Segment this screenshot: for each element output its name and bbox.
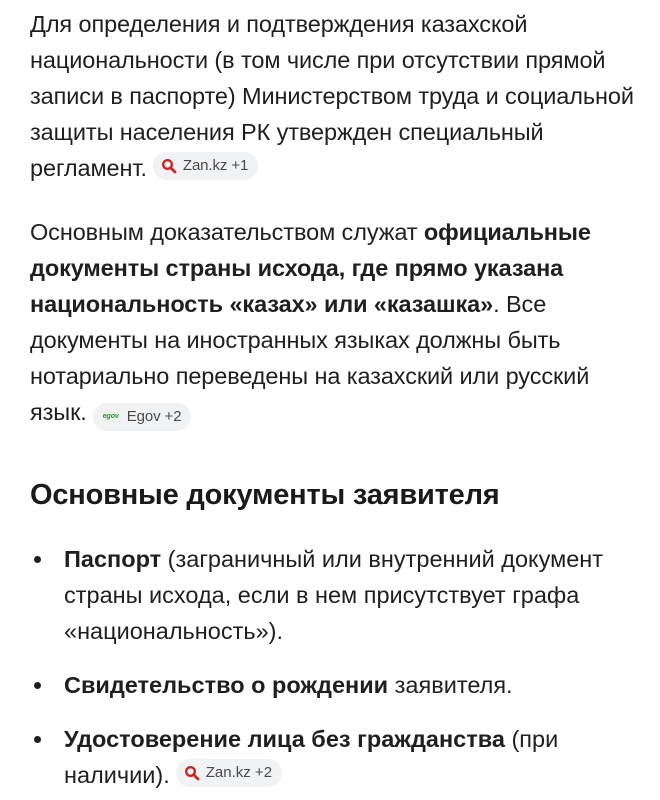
paragraph-evidence	[30, 214, 636, 431]
source-chip-zan[interactable]	[153, 152, 258, 180]
list-item-bold: Свидетельство о рождении	[64, 672, 389, 698]
source-chip-egov[interactable]	[93, 403, 192, 431]
bullet-icon	[34, 556, 41, 563]
source-chip-label: Egov +2	[126, 408, 182, 425]
paragraph-text: Основным доказательством служат	[30, 219, 424, 245]
search-icon	[184, 765, 200, 781]
source-chip-label: Zan.kz +1	[182, 157, 249, 174]
paragraph-bold-text: официальные документы страны исхода, где прямо указана национальность «казах» или «казашка»	[30, 219, 591, 317]
paragraph-text: . Все документы на иностранных языках должны быть нотариально переведены на казахский или русский язык.	[30, 291, 590, 425]
list-item-bold: Удостоверение лица без гражданства	[64, 726, 505, 752]
section-title: Основные документы заявителя	[30, 479, 500, 511]
source-chip-label: Zan.kz +2	[205, 764, 273, 781]
bullet-icon	[34, 736, 41, 743]
list-item-text: заявителя.	[388, 672, 513, 698]
list-item-text: (заграничный или внутренний документ страны исхода, если в нем присутствует графа «национальность»).	[64, 546, 604, 644]
list-item-passport	[30, 541, 636, 649]
bullet-icon	[34, 682, 41, 689]
documents-list	[30, 541, 636, 793]
paragraph-text: Для определения и подтверждения казахской национальности (в том числе при отсутствии прямой записи в паспорте) Министерством труда и социальной защиты населения РК утвержден специальный регламент.	[30, 11, 634, 181]
search-icon	[161, 158, 177, 174]
list-item-text: (при наличии).	[64, 726, 559, 788]
list-item-bold: Паспорт	[64, 546, 162, 572]
list-item-stateless-id	[30, 721, 636, 793]
egov-logo-icon: egov	[101, 411, 121, 423]
paragraph-regulation	[30, 6, 636, 186]
list-item-birth-certificate	[30, 667, 636, 703]
source-chip-zan[interactable]	[176, 759, 282, 787]
